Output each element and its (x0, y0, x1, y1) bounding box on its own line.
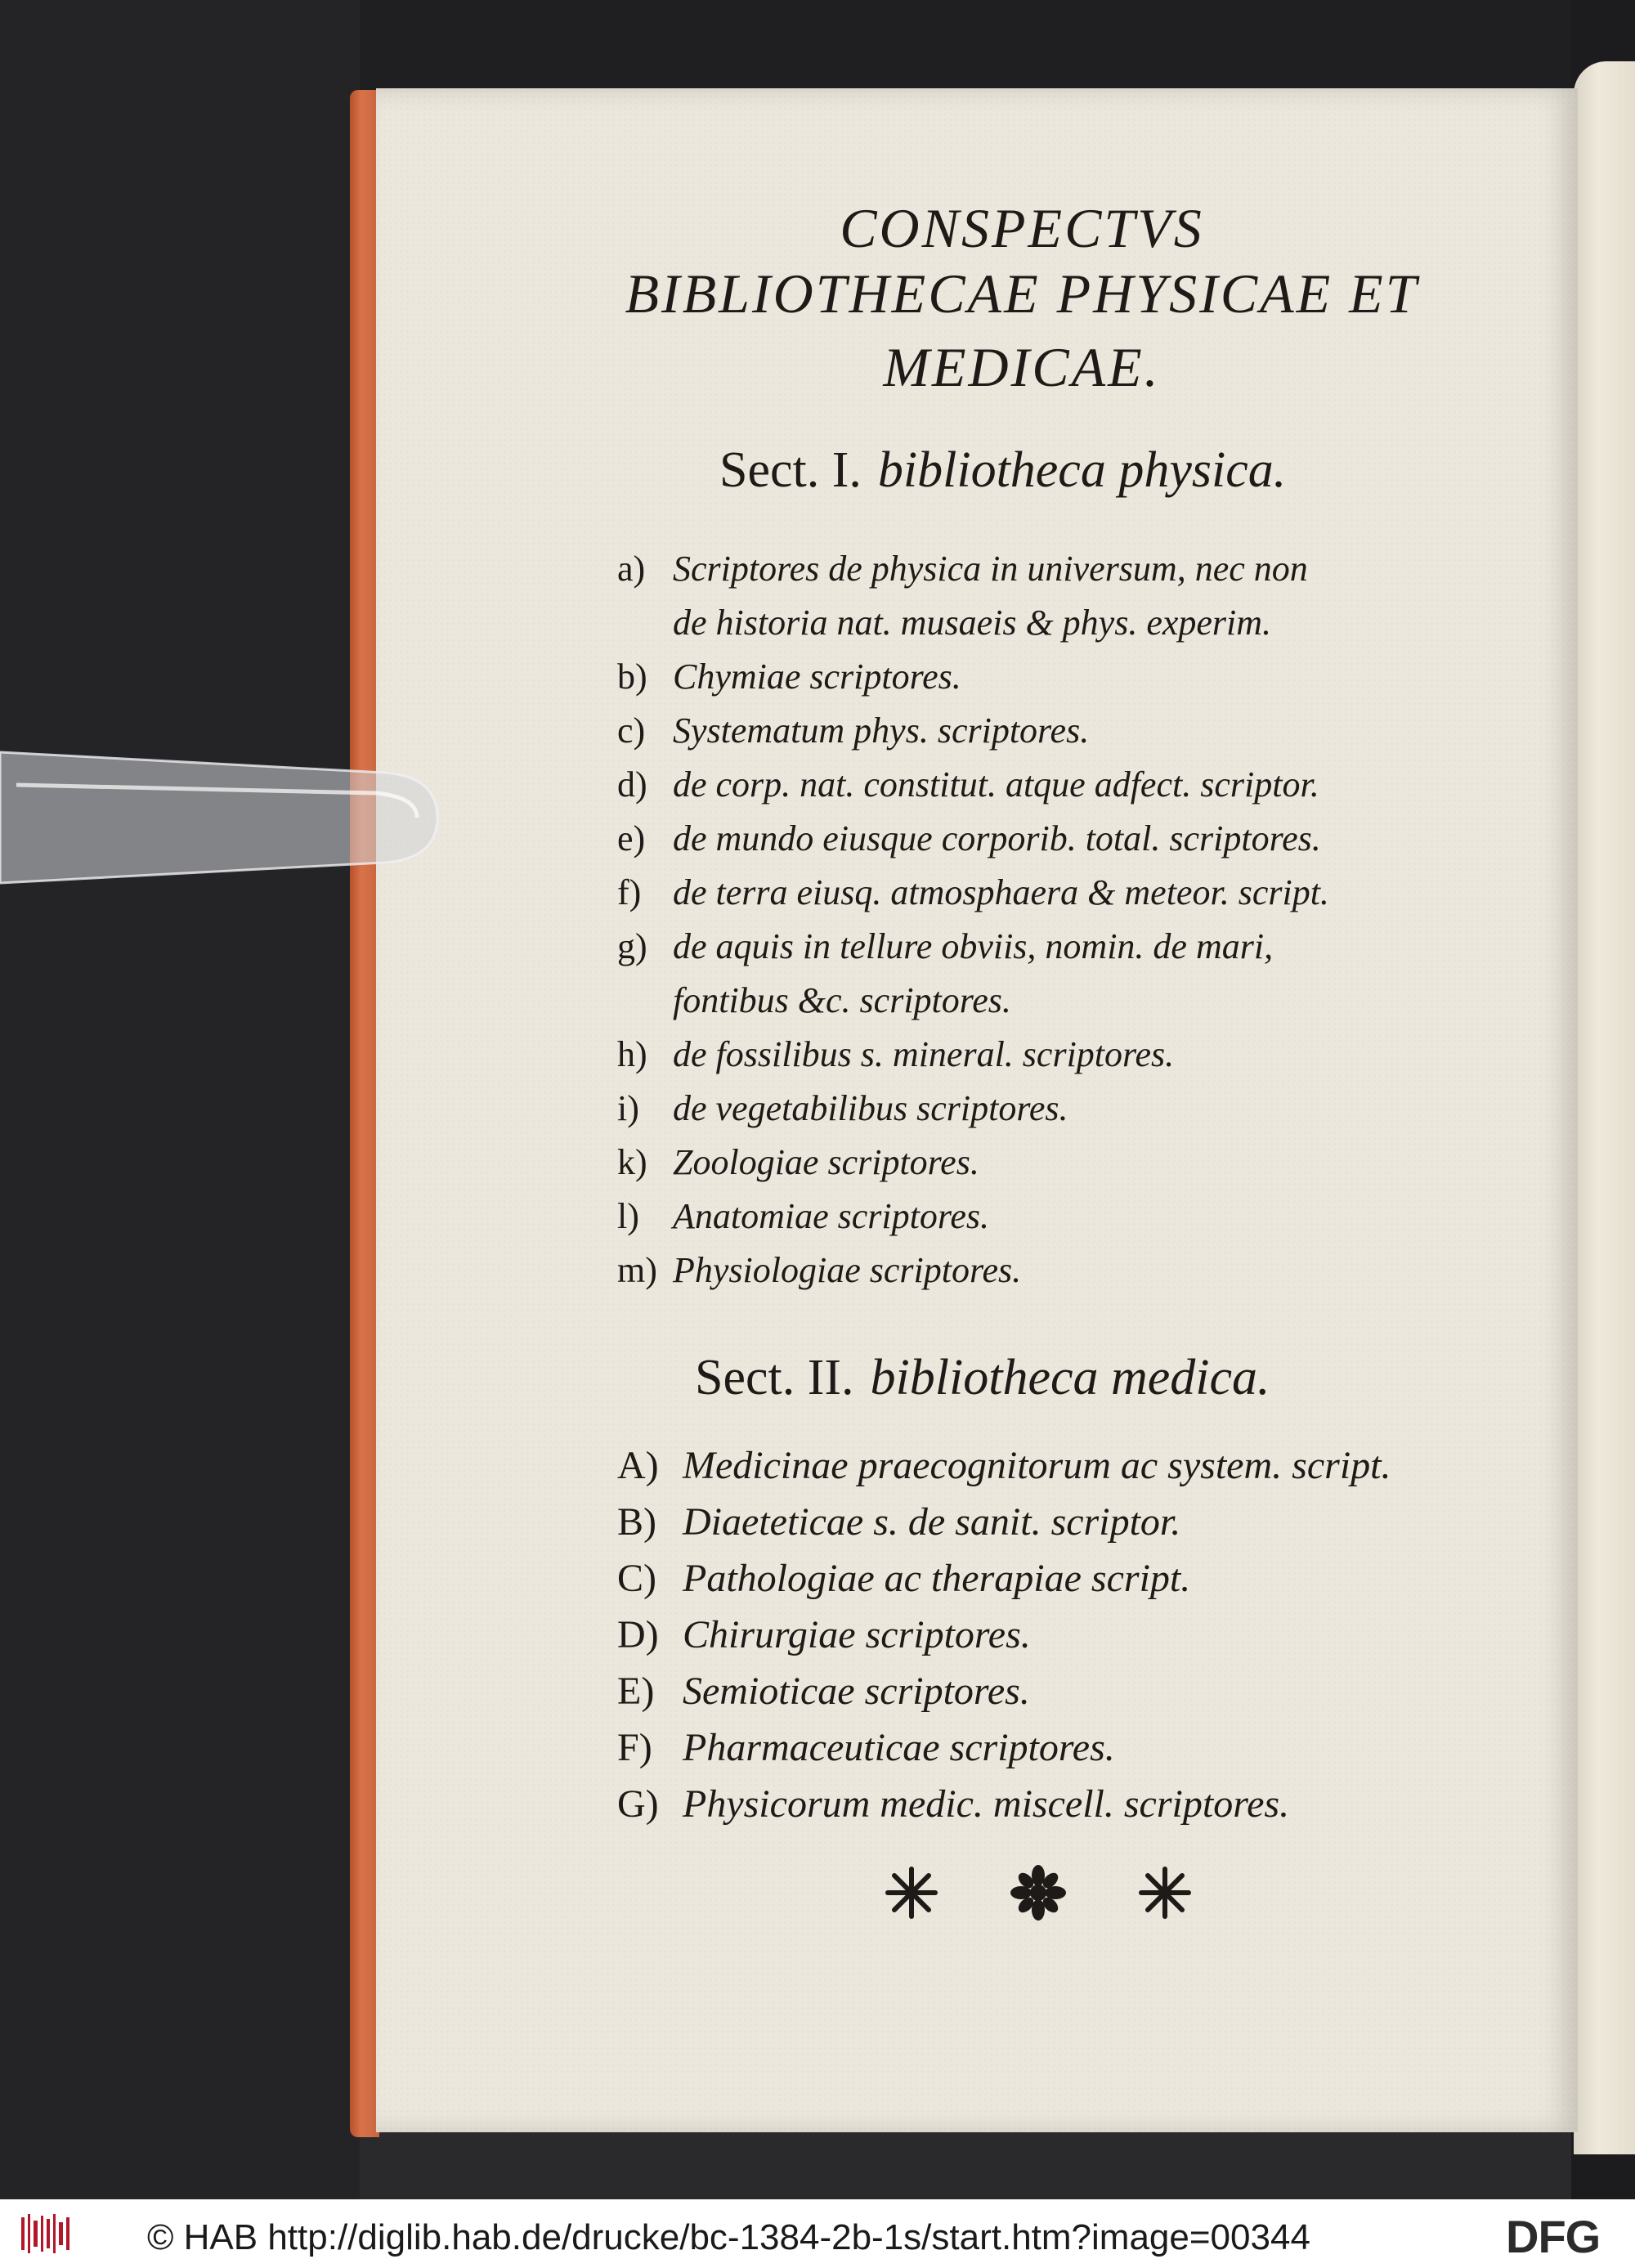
list-item-text: Pathologiae ac therapiae script. (683, 1557, 1191, 1600)
section-title: bibliotheca physica. (877, 442, 1287, 498)
list-item-text: Diaeteticae s. de sanit. scriptor. (683, 1500, 1181, 1544)
ornament-row (883, 1864, 1194, 1921)
list-item (617, 710, 1089, 751)
list-item-marker: f) (617, 872, 642, 912)
list-item (617, 764, 1319, 805)
list-item-text: de fossilibus s. mineral. scriptores. (673, 1034, 1175, 1074)
list-item-marker: a) (617, 549, 646, 589)
list-item-marker: d) (617, 764, 647, 805)
list-item-text: de terra eiusq. atmosphaera & meteor. script. (673, 872, 1329, 912)
list-item (617, 1141, 979, 1183)
footer-credit: © HAB http://diglib.hab.de/drucke/bc-1384-2b-1s/start.htm?image=00344 (147, 2217, 1310, 2257)
list-item (617, 1612, 1031, 1657)
list-item-continuation: fontibus &c. scriptores. (673, 980, 1011, 1020)
list-item (617, 1556, 1190, 1601)
list-item-marker: E) (617, 1670, 655, 1713)
section-label: Sect. I. (719, 442, 862, 498)
page-clip (0, 736, 441, 899)
section-label: Sect. II. (695, 1350, 854, 1405)
list-item-marker: A) (617, 1444, 659, 1487)
list-item-marker: i) (617, 1088, 639, 1128)
asterism-icon (883, 1864, 940, 1921)
list-item (617, 818, 1321, 859)
list-item-marker: h) (617, 1034, 647, 1074)
list-item-marker: F) (617, 1726, 652, 1769)
list-item (617, 1499, 1180, 1544)
list-item-marker: g) (617, 926, 647, 966)
list-item-marker: m) (617, 1250, 657, 1290)
list-item-marker: B) (617, 1500, 656, 1544)
section-heading-medica (695, 1349, 1270, 1407)
list-item (617, 872, 1329, 913)
list-item (617, 548, 1308, 589)
list-item-marker: l) (617, 1196, 639, 1236)
list-item-text: Medicinae praecognitorum ac system. script. (683, 1444, 1391, 1487)
list-item-marker: C) (617, 1557, 656, 1600)
flower-icon (1010, 1864, 1067, 1921)
asterism-icon (1136, 1864, 1194, 1921)
dfg-logo: DFG (1506, 2211, 1601, 2262)
section-title: bibliotheca medica. (870, 1350, 1270, 1405)
list-item-text: Physicorum medic. miscell. scriptores. (683, 1782, 1290, 1826)
list-item-marker: G) (617, 1782, 659, 1826)
list-item (617, 656, 961, 697)
list-item-marker: e) (617, 818, 646, 858)
page-title-line-1: CONSPECTVS (840, 197, 1204, 259)
list-item-text: de corp. nat. constitut. atque adfect. scriptor. (673, 764, 1319, 805)
list-item-continuation: de historia nat. musaeis & phys. experim. (673, 603, 1272, 643)
list-item-text: Chirurgiae scriptores. (683, 1613, 1031, 1656)
list-item-marker: c) (617, 710, 646, 751)
list-item (617, 1033, 1174, 1075)
list-item-text: Pharmaceuticae scriptores. (683, 1726, 1115, 1769)
list-item (617, 1782, 1289, 1827)
list-item (617, 1669, 1030, 1714)
list-item-text: de vegetabilibus scriptores. (673, 1088, 1068, 1128)
list-item-text: Semioticae scriptores. (683, 1670, 1030, 1713)
page-title-line-2: BIBLIOTHECAE PHYSICAE ET (625, 262, 1419, 325)
list-item-text: Physiologiae scriptores. (673, 1250, 1022, 1290)
page-title-line-3: MEDICAE. (883, 336, 1161, 398)
list-item-text: de aquis in tellure obviis, nomin. de mari, (673, 926, 1274, 966)
list-item-text: Anatomiae scriptores. (673, 1196, 989, 1236)
list-item (617, 926, 1273, 967)
barcode-logo-icon (20, 2212, 74, 2255)
list-item-text: Scriptores de physica in universum, nec non (673, 549, 1308, 589)
list-item-marker: k) (617, 1142, 647, 1182)
list-item-text: Chymiae scriptores. (673, 657, 961, 697)
list-item (617, 1195, 989, 1237)
list-item-text: Systematum phys. scriptores. (673, 710, 1090, 751)
section-heading-physica (719, 441, 1286, 500)
list-item-text: Zoologiae scriptores. (673, 1142, 979, 1182)
list-item-marker: b) (617, 657, 647, 697)
list-item-marker: D) (617, 1613, 659, 1656)
list-item (617, 1087, 1068, 1129)
list-item (617, 1725, 1115, 1770)
list-item-text: de mundo eiusque corporib. total. scriptores. (673, 818, 1321, 858)
list-item (617, 1249, 1021, 1291)
list-item (617, 1443, 1391, 1488)
